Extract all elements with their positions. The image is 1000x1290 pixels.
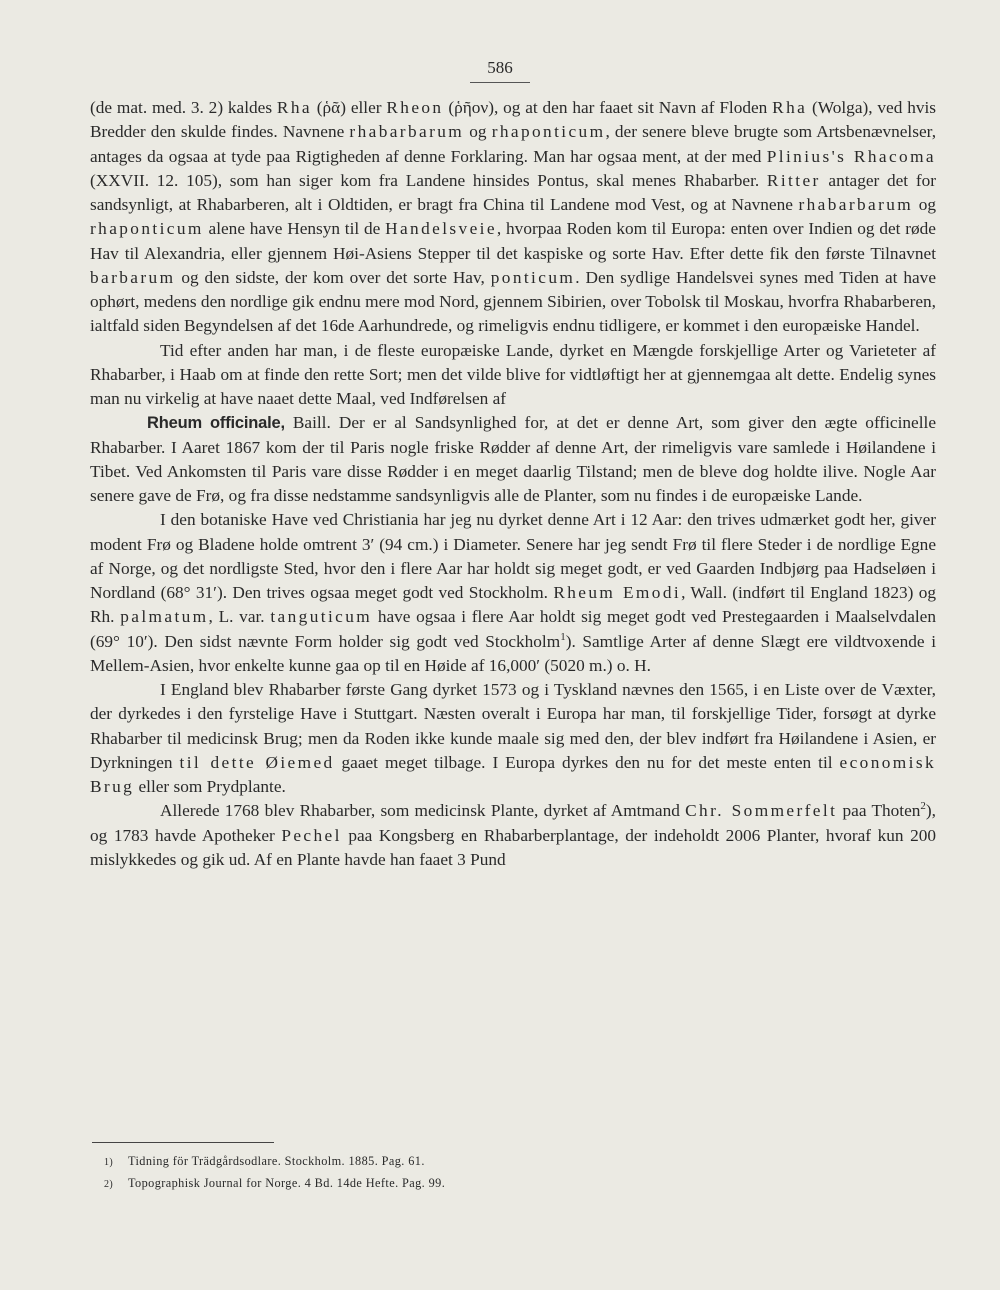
paragraph-2: Tid efter anden har man, i de fleste europæiske Lande, dyrket en Mængde forskjellige Arter og Varieteter af Rhabarber, i Haab om at finde den rette Sort; men det vilde blive for vidtløftigt her at gjennemgaa alt dette. Endelig synes man nu virkelig at have naaet dette Maal, ved Indførelsen af: [90, 340, 936, 408]
footnote-1: 1) Tidning för Trädgårdsodlare. Stockholm. 1885. Pag. 61.: [104, 1154, 425, 1168]
footnote-ref-1: 1: [560, 630, 566, 643]
footnote-divider: [92, 1142, 274, 1143]
paragraph-6: Allerede 1768 blev Rhabarber, som medicinsk Plante, dyrket af Amtmand Chr. Sommerfelt paa Thoten$^2$), og 1783 havde Apotheker Pechel paa Kongsberg en Rhabarberplantage, der indeholdt 2006 Planter, hvoraf kun 200 mislykkedes og gik ud. Af en Plante havde han faaet 3 Pund: [90, 800, 936, 869]
paragraph-4: I den botaniske Have ved Christiania har jeg nu dyrket denne Art i 12 Aar: den trives udmærket godt her, giver modent Frø og Bladene holde omtrent 3′ (94 cm.) i Diameter. Senere har jeg sendt Frø til flere Steder i de nordlige Egne af Norge, og det nordligste Sted, hvor den i flere Aar har holdt sig meget godt, er ved Gaarden Indbjørg paa Hadseløen i Nordland (68° 31′). Den trives ogsaa meget godt ved Stockholm. Rheum Emodi, Wall. (indført til England 1823) og Rh. palmatum, L. var. tanguticum have ogsaa i flere Aar holdt sig meget godt ved Prestegaarden i Maalselvdalen (69° 10′). Den sidst nævnte Form holder sig godt ved Stockholm$^1$). Samtlige Arter af denne Slægt ere vildtvoxende i Mellem-Asien, hvor enkelte kunne gaa op til en Høide af 16,000′ (5020 m.) o. H.: [90, 510, 936, 675]
body-text: [90, 96, 936, 872]
footnote-ref-2: 2: [920, 800, 926, 813]
page-number: 586: [470, 58, 530, 83]
paragraph-1: (de mat. med. 3. 2) kaldes Rha (ῥᾶ) eller Rheon (ῥῆον), og at den har faaet sit Navn af Floden Rha (Wolga), ved hvis Bredder den skulde findes. Navnene rhabarbarum og rhaponticum, der senere bleve brugte som Artsbenævnelser, antages da ogsaa at tyde paa Rigtigheden af denne Forklaring. Man har ogsaa ment, at der med Plinius's Rhacoma (XXVII. 12. 105), som han siger kom fra Landene hinsides Pontus, skal menes Rhabarber. Ritter antager det for sandsynligt, at Rhabarberen, alt i Oldtiden, er bragt fra China til Landene mod Vest, og at Navnene rhabarbarum og rhaponticum alene have Hensyn til de Handelsveie, hvorpaa Roden kom til Europa: enten over Indien og det røde Hav til Alexandria, eller gjennem Høi-Asiens Stepper til det kaspiske og sorte Hav. Efter dette fik den første Tilnavnet barbarum og den sidste, der kom over det sorte Hav, ponticum. Den sydlige Handelsvei synes med Tiden at have ophørt, medens den nordlige gik endnu mere mod Nord, gjennem Sibirien, over Tobolsk til Moskau, hvorfra Rhabarberen, ialtfald siden Begyndelsen af det 16de Aarhundrede, og rimeligvis endnu tidligere, er kommet i den europæiske Handel.: [90, 98, 937, 336]
footnote-2: 2) Topographisk Journal for Norge. 4 Bd. 14de Hefte. Pag. 99.: [104, 1176, 446, 1190]
footnotes: [104, 1151, 812, 1195]
paragraph-5: I England blev Rhabarber første Gang dyrket 1573 og i Tyskland nævnes den 1565, i en Liste over de Væxter, der dyrkedes i den fyrstelige Have i Stuttgart. Næsten overalt i Europa har man, til forskjellige Tider, forsøgt at dyrke Rhabarber til medicinsk Brug; men da Roden ikke kunde maale sig med den, der blev indført fra Høilandene i Asien, er Dyrkningen til dette Øiemed gaaet meget tilbage. I Europa dyrkes den nu for det meste enten til economisk Brug eller som Prydplante.: [90, 680, 936, 796]
species-heading: Rheum officinale,: [147, 414, 285, 433]
paragraph-3: Rheum officinale, Baill. Der er al Sandsynlighed for, at det er denne Art, som giver den ægte officinelle Rhabarber. I Aaret 1867 kom der til Paris nogle friske Rødder af denne Art, der rimeligvis vare samlede i Høilandene i Tibet. Ved Ankomsten til Paris vare disse Rødder i en meget daarlig Tilstand; men de bleve dog holdte ilive. Nogle Aar senere gave de Frø, og fra disse nedstamme sandsynligvis alle de Planter, som nu findes i de europæiske Lande.: [90, 413, 936, 505]
